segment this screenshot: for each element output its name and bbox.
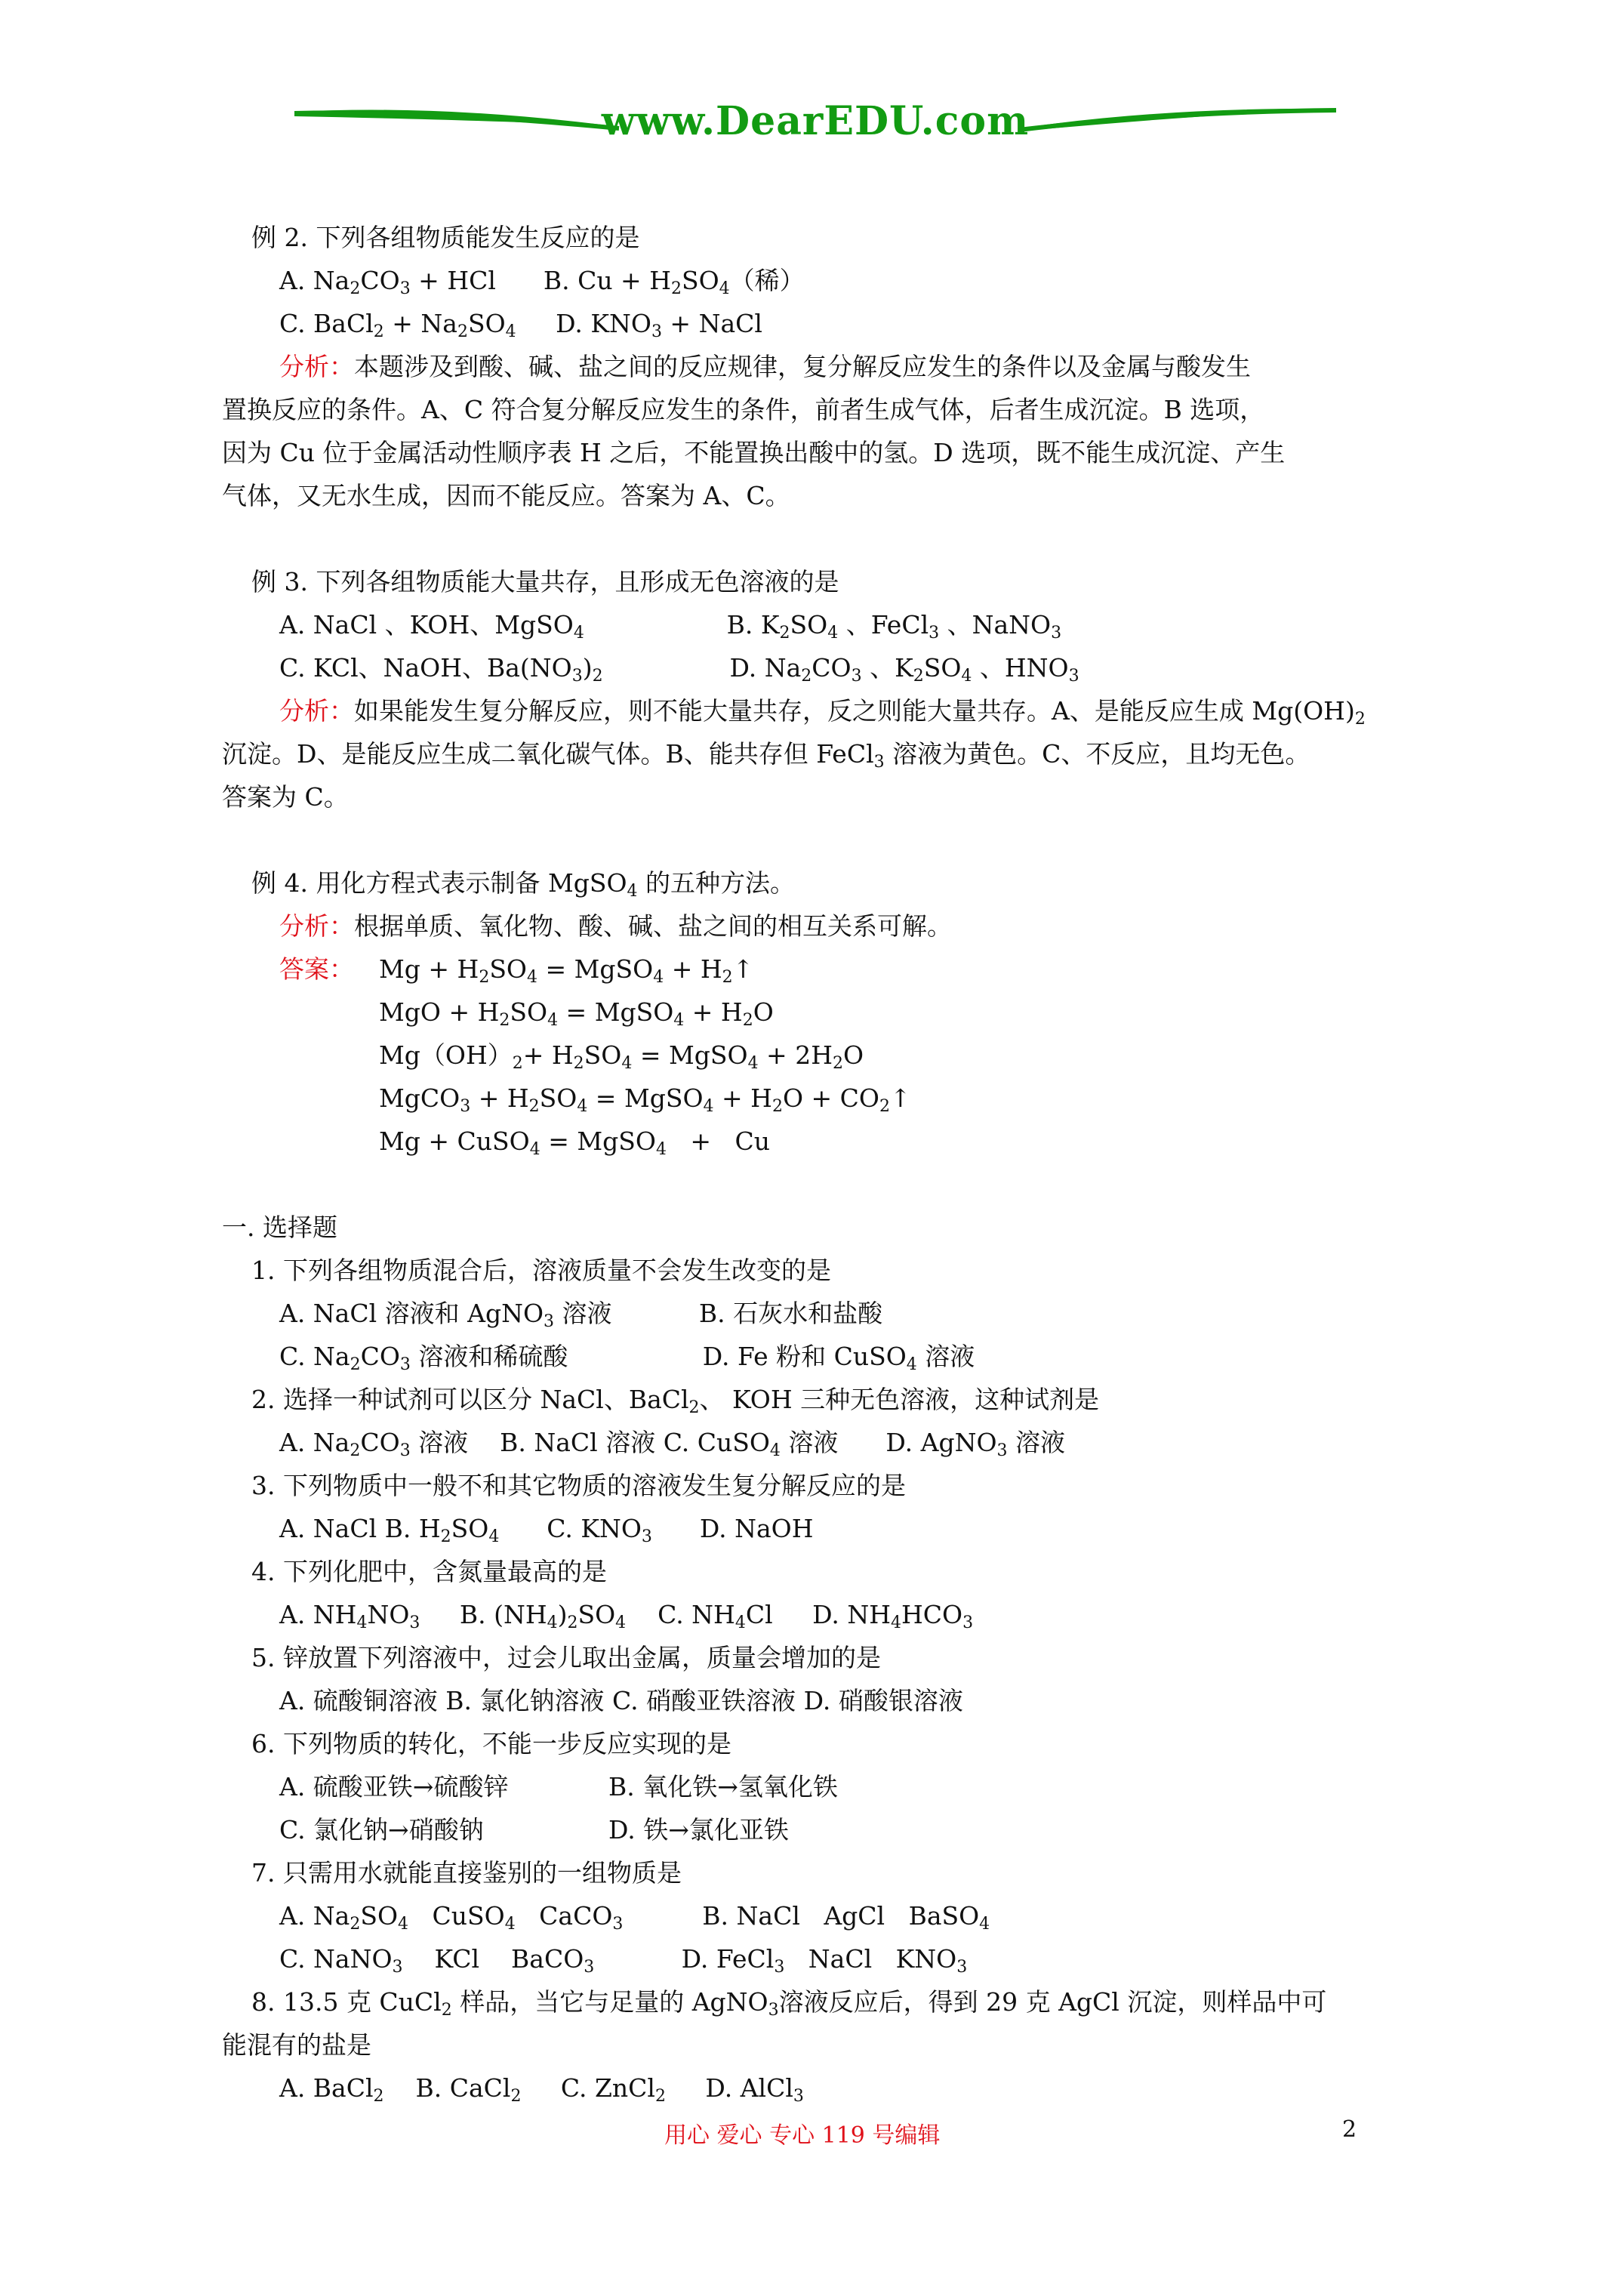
equation-3: $Mg(OH)_2+ H_2SO_4$ = MgSO$_4$ + $2H_2O$ — [379, 1040, 864, 1073]
q1-options-cd: C. $Na_2CO_3$ 溶液和稀硫酸 D. Fe 粉和 CuSO$_4$ 溶液 — [279, 1342, 975, 1374]
q5-options: A. 硫酸铜溶液 B. 氯化钠溶液 C. 硝酸亚铁溶液 D. 硝酸银溶液 — [279, 1686, 963, 1715]
q4-text: 4. 下列化肥中，含氮量最高的是 — [251, 1557, 607, 1586]
ex2-question: 例 2. 下列各组物质能发生反应的是 — [251, 223, 640, 252]
question-text: 的五种方法。 — [637, 868, 796, 898]
q3-options: A. NaCl B. $H_2SO_4$ C. $KNO_3$ D. NaOH — [279, 1514, 814, 1546]
q6-option-b: B. 氧化铁→氢氧化铁 — [608, 1772, 838, 1801]
equation-1: $Mg + H_2SO_4$ = MgSO$_4$ + $H_2↑$ — [379, 954, 754, 987]
q1-text: 1. 下列各组物质混合后，溶液质量不会发生改变的是 — [251, 1256, 831, 1285]
site-header — [294, 91, 1336, 159]
q7-options-cd: C. NaNO$_3$ KCl BaCO$_3$ D. FeCl$_3$ NaCl $KNO_3$ — [279, 1944, 968, 1977]
ex3-options-cd: C. KCl、NaOH、$Ba(NO_3)_2$ D. $Na_2CO_3$ 、$K_2SO_4$ 、$HNO_3$ — [279, 653, 1079, 686]
ex3-analysis-line3: 答案为 C。 — [222, 782, 349, 812]
section-title: 一. 选择题 — [222, 1213, 337, 1242]
analysis-text: 溶液为黄色。C、不反应，且均无色。 — [884, 739, 1310, 769]
analysis-text: 本题涉及到酸、碱、盐之间的反应规律，复分解反应发生的条件以及金属与酸发生 — [354, 352, 1251, 381]
analysis-label: 分析： — [279, 352, 354, 381]
q1-options-ab: A. NaCl 溶液和 AgNO$_3$ 溶液 B. 石灰水和盐酸 — [279, 1299, 883, 1331]
q4-options: A. $NH_4NO_3$ B. $(NH_4)_2SO_4$ C. $NH_4Cl$ D. $NH_4HCO_3$ — [279, 1600, 974, 1632]
question-text: 样品，当它与足量的 AgNO — [451, 1987, 768, 2017]
analysis-text: 沉淀。D、是能反应生成二氧化碳气体。B、能共存但 FeCl — [222, 739, 874, 769]
question-text: 例 4. 用化方程式表示制备 MgSO — [251, 868, 627, 898]
q2-options: A. $Na_2CO_3$ 溶液 B. NaCl 溶液 C. CuSO$_4$ 溶液 D. AgNO$_3$ 溶液 — [279, 1428, 1065, 1460]
ex2-options-cd: C. BaCl$_2$ + $Na_2SO_4$ D. $KNO_3$ + NaCl — [279, 309, 762, 341]
question-text: 2. 选择一种试剂可以区分 NaCl、BaCl — [251, 1385, 689, 1414]
equation-5: Mg + CuSO$_4$ = MgSO$_4$ + Cu — [379, 1126, 771, 1159]
q6-option-a: A. 硫酸亚铁→硫酸锌 — [279, 1772, 509, 1801]
ex4-answer-label: 答案： — [279, 954, 354, 984]
ex2-analysis-line1 — [279, 352, 1251, 382]
ex4-analysis — [279, 911, 952, 942]
ex2-analysis-line3: 因为 Cu 位于金属活动性顺序表 H 之后，不能置换出酸中的氢。D 选项，既不能生成沉淀、产生 — [222, 438, 1286, 467]
q7-options-ab: A. $Na_2SO_4$ CuSO$_4$ CaCO$_3$ B. NaCl AgCl BaSO$_4$ — [279, 1901, 990, 1934]
option-text: A. NaCl B. H — [279, 1514, 441, 1543]
equation-4: MgCO$_3$ + $H_2SO_4$ = MgSO$_4$ + $H_2O$ + $CO_2↑$ — [379, 1083, 911, 1116]
ex4-question: 例 4. 用化方程式表示制备 MgSO$_4$ 的五种方法。 — [251, 868, 796, 901]
question-text: 8. 13.5 克 CuCl — [251, 1987, 442, 2017]
q6-text: 6. 下列物质的转化，不能一步反应实现的是 — [251, 1729, 731, 1758]
ex3-question: 例 3. 下列各组物质能大量共存，且形成无色溶液的是 — [251, 567, 839, 596]
q2-text: 2. 选择一种试剂可以区分 NaCl、BaCl$_2$、 KOH 三种无色溶液，这种试剂是 — [251, 1385, 1100, 1417]
analysis-text: 如果能发生复分解反应，则不能大量共存，反之则能大量共存。A、是能反应生成 Mg(OH) — [354, 696, 1355, 726]
ex2-analysis-line4: 气体，又无水生成，因而不能反应。答案为 A、C。 — [222, 481, 790, 510]
analysis-label: 分析： — [279, 696, 354, 726]
site-brand[interactable]: www.DearEDU.com — [601, 98, 1030, 144]
ex3-analysis-line1: 分析：如果能发生复分解反应，则不能大量共存，反之则能大量共存。A、是能反应生成 $Mg(OH)_2$ — [279, 696, 1366, 729]
q7-text: 7. 只需用水就能直接鉴别的一组物质是 — [251, 1858, 682, 1888]
ex3-options-ab: A. NaCl 、KOH、MgSO$_4$ B. $K_2SO_4$ 、FeCl$_3$ 、NaNO$_3$ — [279, 610, 1062, 643]
q6-option-d: D. 铁→氯化亚铁 — [608, 1815, 789, 1845]
page-footer: 用心 爱心 专心 119 号编辑 — [664, 2122, 941, 2149]
analysis-label: 分析： — [279, 911, 354, 941]
q5-text: 5. 锌放置下列溶液中，过会儿取出金属，质量会增加的是 — [251, 1643, 881, 1672]
q3-text: 3. 下列物质中一般不和其它物质的溶液发生复分解反应的是 — [251, 1471, 906, 1500]
question-text: 溶液反应后，得到 29 克 AgCl 沉淀，则样品中可 — [778, 1987, 1327, 2017]
question-text: 、 KOH 三种无色溶液，这种试剂是 — [699, 1385, 1100, 1414]
ex3-analysis-line2: 沉淀。D、是能反应生成二氧化碳气体。B、能共存但 FeCl$_3$ 溶液为黄色。C、不反应，且均无色。 — [222, 739, 1310, 772]
ex2-options-ab: A. $Na_2CO_3$ + HCl B. $Cu + H_2SO_4$（稀） — [279, 266, 805, 298]
analysis-text: 根据单质、氧化物、酸、碱、盐之间的相互关系可解。 — [354, 911, 952, 941]
q6-option-c: C. 氯化钠→硝酸钠 — [279, 1815, 484, 1845]
page-number: 2 — [1342, 2116, 1357, 2143]
q8-text-line2: 能混有的盐是 — [222, 2030, 371, 2060]
equation-2: MgO + $H_2SO_4$ = MgSO$_4$ + $H_2O$ — [379, 997, 774, 1030]
q8-text-line1: 8. 13.5 克 CuCl$_2$ 样品，当它与足量的 AgNO$_3$溶液反应后，得到 29 克 AgCl 沉淀，则样品中可 — [251, 1987, 1327, 2020]
q8-options: A. BaCl$_2$ B. CaCl$_2$ C. ZnCl$_2$ D. AlCl$_3$ — [279, 2073, 804, 2106]
ex2-analysis-line2: 置换反应的条件。A、C 符合复分解反应发生的条件，前者生成气体，后者生成沉淀。B 选项， — [222, 395, 1265, 424]
